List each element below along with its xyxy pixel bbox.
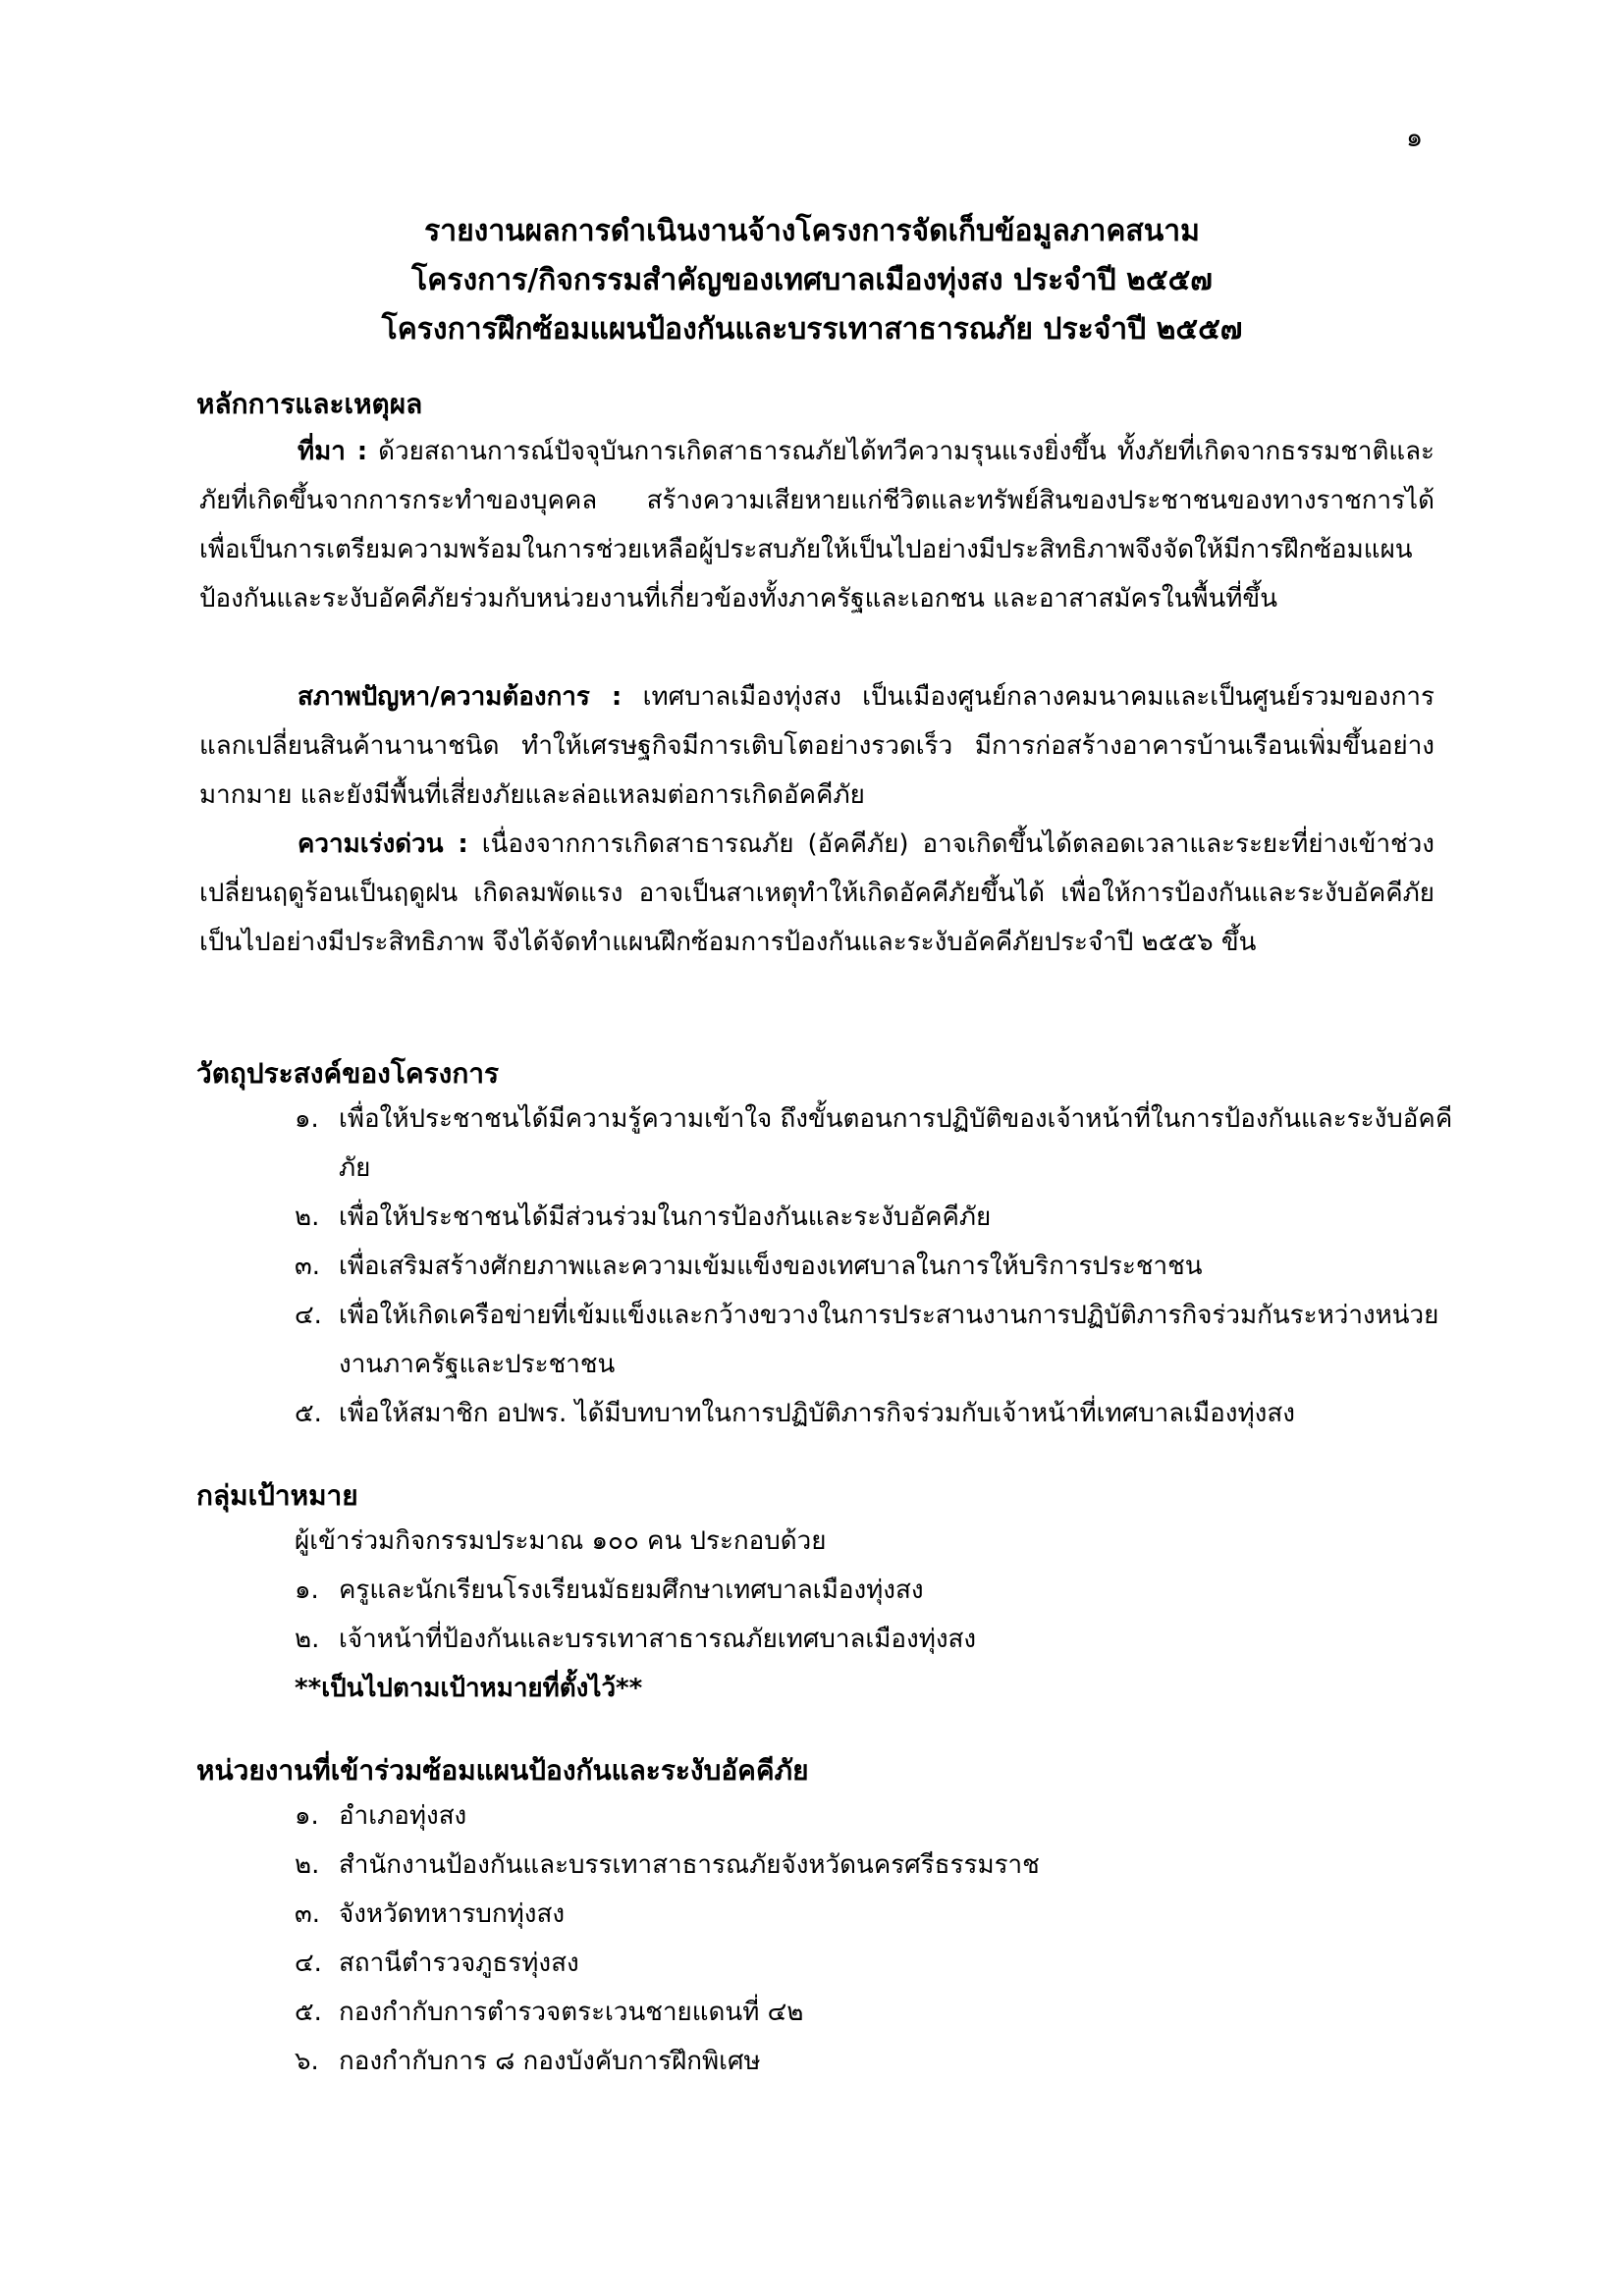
objectives-heading: วัตถุประสงค์ของโครงการ	[196, 1057, 500, 1090]
item-text: เพื่อให้ประชาชนได้มีส่วนร่วมในการป้องกันและระงับอัคคีภัย	[339, 1202, 992, 1232]
item-text: เพื่อให้เกิดเครือข่ายที่เข้มแข็งและกว้างขวางในการประสานงานการปฏิบัติภารกิจร่วมกันระหว่างหน่วยงานภาครัฐและประชาชน	[339, 1301, 1439, 1379]
program-title: โครงการฝึกซ้อมแผนป้องกันและบรรเทาสาธารณภัย ประจำปี ๒๕๕๗	[381, 312, 1243, 347]
target-note: **เป็นไปตามเป้าหมายที่ตั้งไว้**	[295, 1674, 643, 1703]
item-number: ๒.	[295, 1850, 320, 1880]
item-text: เจ้าหน้าที่ป้องกันและบรรเทาสาธารณภัยเทศบาลเมืองทุ่งสง	[339, 1625, 977, 1654]
list-item	[295, 1988, 1476, 2037]
list-item	[295, 1566, 1476, 1615]
target-intro: ผู้เข้าร่วมกิจกรรมประมาณ ๑๐๐ คน ประกอบด้วย	[295, 1526, 827, 1556]
list-item	[295, 1890, 1476, 1939]
page-number: ๑	[1406, 123, 1424, 153]
item-text: เพื่อเสริมสร้างศักยภาพและความเข้มแข็งของเทศบาลในการให้บริการประชาชน	[339, 1252, 1203, 1281]
item-number: ๑.	[295, 1801, 319, 1831]
agencies-list	[295, 1791, 1476, 2086]
item-text: อำเภอทุ่งสง	[339, 1801, 467, 1831]
list-item	[295, 1095, 1476, 1193]
principles-heading: หลักการและเหตุผล	[196, 388, 423, 420]
background-label: ที่มา :	[298, 437, 368, 466]
item-number: ๖.	[295, 2047, 319, 2076]
problem-label: สภาพปัญหา/ความต้องการ :	[298, 682, 623, 712]
item-text: สถานีตำรวจภูธรทุ่งสง	[339, 1949, 579, 1978]
problem-text: เทศบาลเมืองทุ่งสง เป็นเมืองศูนย์กลางคมนาคมและเป็นศูนย์รวมของการแลกเปลี่ยนสินค้านานาชนิด ทำให้เศรษฐกิจมีการเติบโตอย่างรวดเร็ว มีการก่อสร้างอาคารบ้านเรือนเพิ่มขึ้นอย่างมากมาย และยังมีพื้นที่เสี่ยงภัยและล่อแหลมต่อการเกิดอัคคีภัย	[199, 682, 1435, 810]
item-number: ๓.	[295, 1252, 321, 1281]
urgency-text: เนื่องจากการเกิดสาธารณภัย (อัคคีภัย) อาจเกิดขึ้นได้ตลอดเวลาและระยะที่ย่างเข้าช่วงเปลี่ยนฤดูร้อนเป็นฤดูฝน เกิดลมพัดแรง อาจเป็นสาเหตุทำให้เกิดอัคคีภัยขึ้นได้ เพื่อให้การป้องกันและระงับอัคคีภัยเป็นไปอย่างมีประสิทธิภาพ จึงได้จัดทำแผนฝึกซ้อมการป้องกันและระงับอัคคีภัยประจำปี ๒๕๕๖ ขึ้น	[199, 829, 1435, 957]
item-number: ๔.	[295, 1949, 322, 1978]
target-list	[295, 1566, 1476, 1664]
list-item	[295, 1193, 1476, 1242]
agencies-heading: หน่วยงานที่เข้าร่วมซ้อมแผนป้องกันและระงับอัคคีภัย	[196, 1754, 809, 1787]
item-text: เพื่อให้ประชาชนได้มีความรู้ความเข้าใจ ถึงขั้นตอนการปฏิบัติของเจ้าหน้าที่ในการป้องกันและระงับอัคคีภัย	[339, 1104, 1453, 1183]
item-text: จังหวัดทหารบกทุ่งสง	[339, 1899, 566, 1929]
list-item	[295, 1242, 1476, 1291]
item-number: ๕.	[295, 1998, 322, 2027]
list-item	[295, 2037, 1476, 2086]
list-item	[295, 1791, 1476, 1841]
list-item	[295, 1939, 1476, 1988]
target-heading: กลุ่มเป้าหมาย	[196, 1479, 358, 1512]
item-number: ๓.	[295, 1899, 321, 1929]
item-number: ๒.	[295, 1625, 320, 1654]
item-text: กองกำกับการ ๘ กองบังคับการฝึกพิเศษ	[339, 2047, 761, 2076]
item-text: กองกำกับการตำรวจตระเวนชายแดนที่ ๔๒	[339, 1998, 804, 2027]
item-number: ๑.	[295, 1575, 319, 1605]
item-text: สำนักงานป้องกันและบรรเทาสาธารณภัยจังหวัดนครศรีธรรมราช	[339, 1850, 1040, 1880]
list-item	[295, 1389, 1476, 1438]
objectives-list	[295, 1095, 1476, 1438]
background-text: ด้วยสถานการณ์ปัจจุบันการเกิดสาธารณภัยได้ทวีความรุนแรงยิ่งขึ้น ทั้งภัยที่เกิดจากธรรมชาติและภัยที่เกิดขึ้นจากการกระทำของบุคคล สร้างความเสียหายแก่ชีวิตและทรัพย์สินของประชาชนของทางราชการได้ เพื่อเป็นการเตรียมความพร้อมในการช่วยเหลือผู้ประสบภัยให้เป็นไปอย่างมีประสิทธิภาพจึงจัดให้มีการฝึกซ้อมแผนป้องกันและระงับอัคคีภัยร่วมกับหน่วยงานที่เกี่ยวข้องทั้งภาครัฐและเอกชน และอาสาสมัครในพื้นที่ขึ้น	[199, 437, 1435, 614]
list-item	[295, 1841, 1476, 1890]
problem-paragraph	[199, 672, 1435, 820]
item-text: เพื่อให้สมาชิก อปพร. ได้มีบทบาทในการปฏิบัติภารกิจร่วมกับเจ้าหน้าที่เทศบาลเมืองทุ่งสง	[339, 1399, 1295, 1428]
report-title: รายงานผลการดำเนินงานจ้างโครงการจัดเก็บข้อมูลภาคสนาม	[424, 214, 1200, 248]
item-number: ๔.	[295, 1301, 322, 1330]
item-text: ครูและนักเรียนโรงเรียนมัธยมศึกษาเทศบาลเมืองทุ่งสง	[339, 1575, 924, 1605]
background-paragraph	[199, 427, 1435, 623]
project-title: โครงการ/กิจกรรมสำคัญของเทศบาลเมืองทุ่งสง ประจำปี ๒๕๕๗	[411, 263, 1213, 297]
item-number: ๕.	[295, 1399, 322, 1428]
item-number: ๑.	[295, 1104, 319, 1134]
list-item	[295, 1615, 1476, 1664]
list-item	[295, 1291, 1476, 1389]
urgency-label: ความเร่งด่วน :	[298, 829, 468, 859]
urgency-paragraph	[199, 820, 1435, 967]
item-number: ๒.	[295, 1202, 320, 1232]
